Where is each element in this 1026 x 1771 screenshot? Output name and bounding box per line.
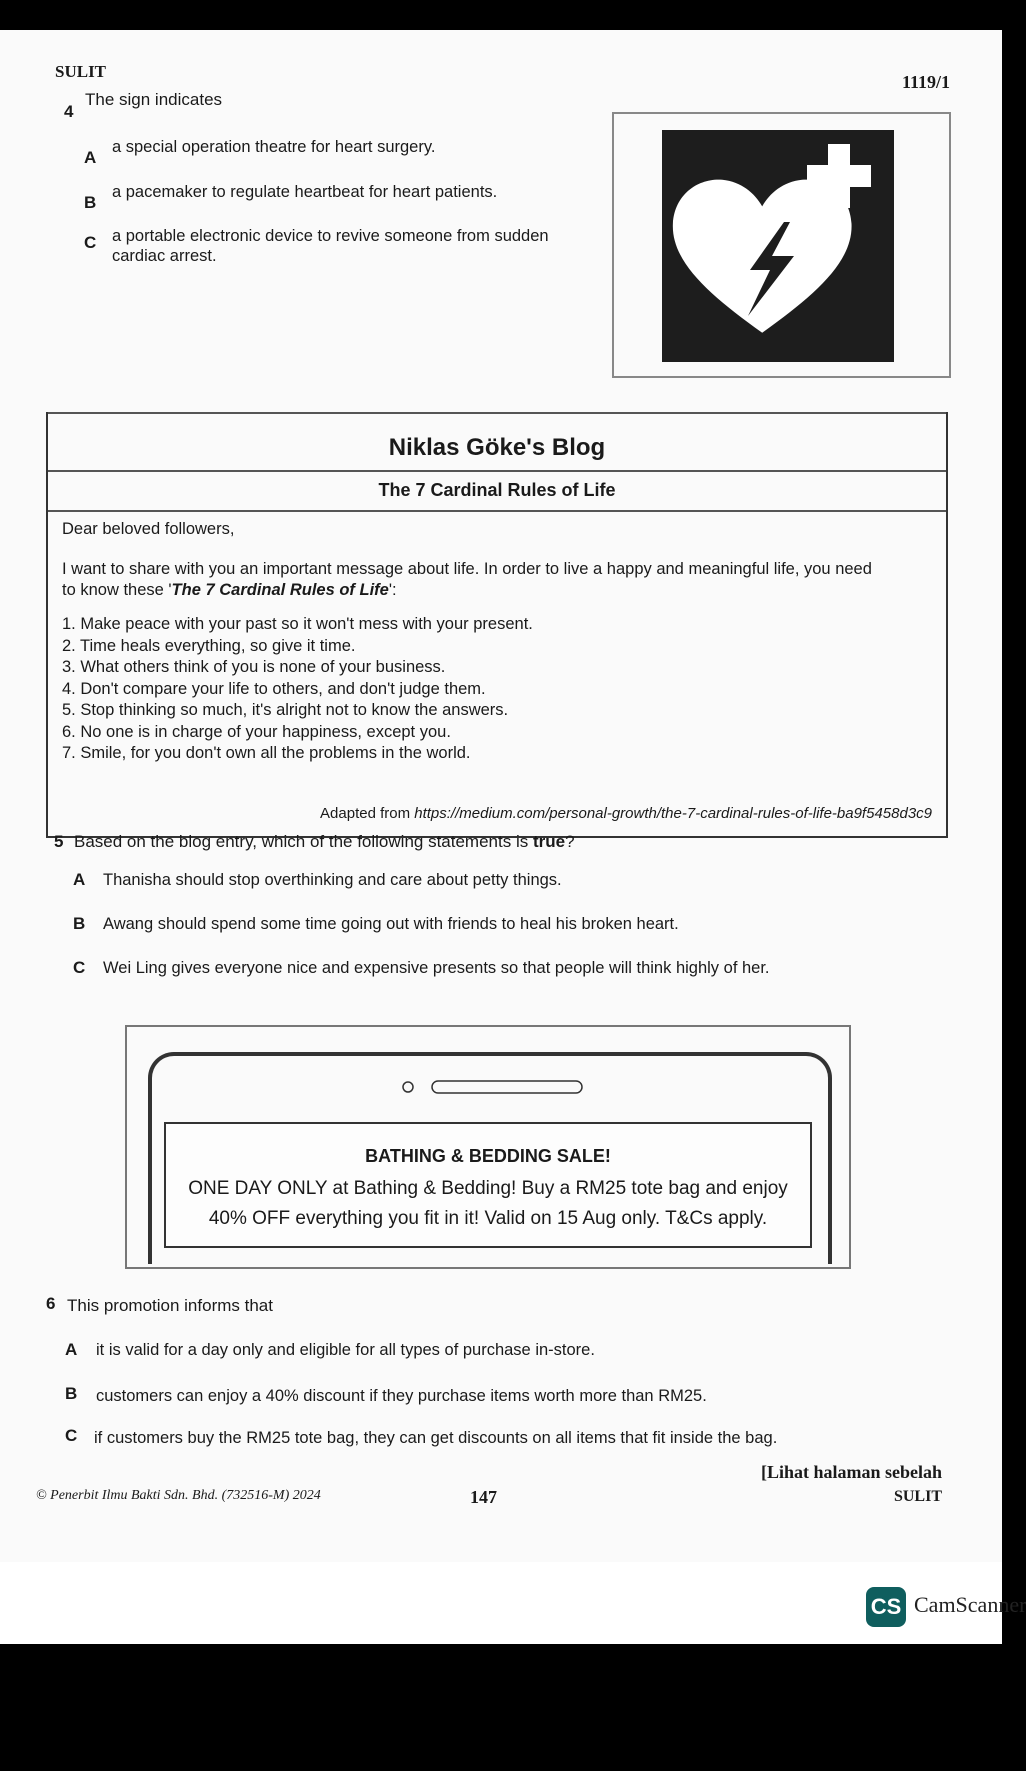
footer-page-number: 147: [470, 1487, 497, 1507]
q4-option-b-text: a pacemaker to regulate heartbeat for heart patients.: [112, 183, 498, 201]
rule-6: 6. No one is in charge of your happiness, except you.: [62, 722, 451, 741]
blog-rules-name: The 7 Cardinal Rules of Life: [171, 581, 389, 599]
footer-next-page: [Lihat halaman sebelah: [760, 1462, 942, 1482]
rule-3: 3. What others think of you is none of your business.: [62, 658, 446, 676]
header-sulit: SULIT: [55, 62, 107, 81]
exam-page: [0, 30, 1002, 1562]
promo-line-1: ONE DAY ONLY at Bathing & Bedding! Buy a RM25 tote bag and enjoy: [188, 1178, 788, 1199]
q6-question: This promotion informs that: [67, 1296, 273, 1315]
q4-number: 4: [64, 102, 74, 121]
q4-option-c-letter: C: [84, 233, 97, 252]
q5-option-a-text: Thanisha should stop overthinking and care about petty things.: [103, 871, 562, 889]
camscanner-watermark: CamScanner: [914, 1592, 1026, 1617]
q6-option-a-text: it is valid for a day only and eligible for all types of purchase in-store.: [96, 1341, 595, 1359]
blog-subtitle: The 7 Cardinal Rules of Life: [378, 480, 616, 500]
q5-number: 5: [54, 832, 64, 851]
q4-option-a-letter: A: [84, 148, 97, 167]
rule-1: 1. Make peace with your past so it won't mess with your present.: [62, 615, 533, 633]
q6-option-b-text: customers can enjoy a 40% discount if they purchase items worth more than RM25.: [96, 1387, 707, 1405]
q5-option-c-letter: C: [73, 958, 86, 977]
rule-7: 7. Smile, for you don't own all the problems in the world.: [62, 744, 471, 762]
tablet-camera-icon: [400, 1078, 590, 1096]
camscanner-logo-icon: CS: [866, 1587, 906, 1627]
rule-2: 2. Time heals everything, so give it time.: [62, 636, 356, 655]
promo-box: [164, 1122, 812, 1248]
blog-box: [46, 412, 948, 838]
q4-question: The sign indicates: [85, 90, 223, 109]
blog-intro-line-1: I want to share with you an important message about life. In order to live a happy and meaningful life, you need: [62, 560, 872, 578]
q5-option-b-letter: B: [73, 914, 86, 933]
blog-greeting: Dear beloved followers,: [62, 520, 235, 538]
q6-option-b-letter: B: [65, 1384, 78, 1403]
q4-option-c-text: a portable electronic device to revive someone from sudden cardiac arrest.: [112, 227, 549, 265]
scanner-band: [0, 1562, 1002, 1644]
rules-list: [62, 614, 533, 765]
q4-option-a-text: a special operation theatre for heart surgery.: [112, 138, 436, 156]
footer-publisher: © Penerbit Ilmu Bakti Sdn. Bhd. (732516-M) 2024: [36, 1488, 321, 1503]
aed-sign: [662, 130, 894, 362]
plus-horizontal: [807, 165, 871, 187]
q4-option-b-letter: B: [84, 193, 97, 212]
q5-option-b-text: Awang should spend some time going out with friends to heal his broken heart.: [103, 915, 679, 933]
q6-number: 6: [46, 1294, 56, 1313]
q5-option-a-letter: A: [73, 870, 86, 889]
promo-text: [176, 1174, 800, 1234]
q5-option-c-text: Wei Ling gives everyone nice and expensive presents so that people will think highly of her.: [103, 959, 770, 977]
blog-title: Niklas Göke's Blog: [388, 434, 606, 461]
aed-heart-icon: [662, 130, 894, 362]
header-paper-code: 1119/1: [901, 72, 950, 92]
q6-option-a-letter: A: [65, 1340, 78, 1359]
blog-source: Adapted from https://medium.com/personal-growth/the-7-cardinal-rules-of-life-ba9f5458d3c9: [320, 805, 932, 822]
q6-option-c-text: if customers buy the RM25 tote bag, they can get discounts on all items that fit inside the bag.: [94, 1429, 778, 1447]
promo-line-2: 40% OFF everything you fit in it! Valid on 15 Aug only. T&Cs apply.: [208, 1208, 768, 1229]
source-link[interactable]: https://medium.com/personal-growth/the-7-cardinal-rules-of-life-ba9f5458d3c9: [414, 805, 932, 822]
promo-title: BATHING & BEDDING SALE!: [365, 1146, 611, 1166]
footer-sulit: SULIT: [893, 1488, 942, 1505]
rule-4: 4. Don't compare your life to others, and don't judge them.: [62, 679, 486, 698]
rule-5: 5. Stop thinking so much, it's alright not to know the answers.: [62, 701, 509, 719]
q5-question: Based on the blog entry, which of the following statements is true?: [74, 832, 575, 851]
blog-intro-line-2: to know these 'The 7 Cardinal Rules of Life':: [62, 581, 397, 599]
q6-option-c-letter: C: [65, 1426, 78, 1445]
